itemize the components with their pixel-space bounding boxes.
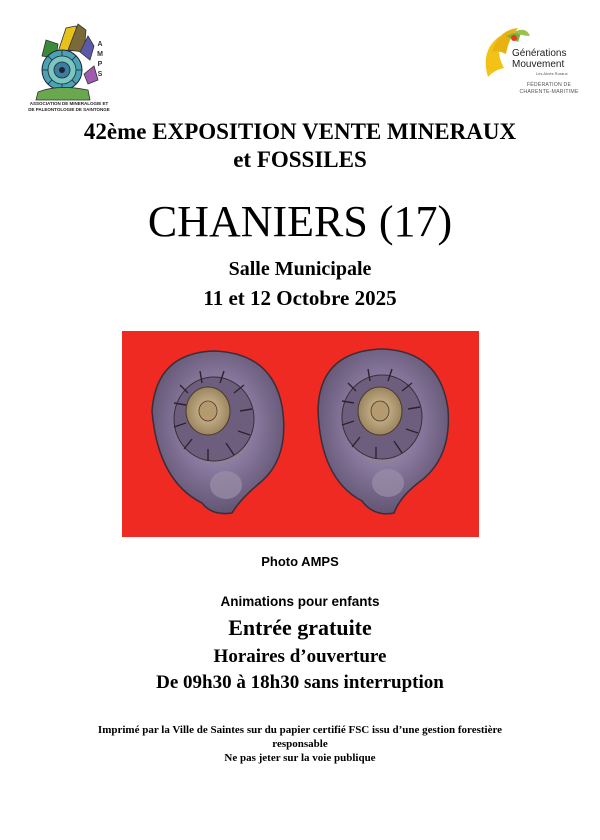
opening-hours: De 09h30 à 18h30 sans interruption [156,672,444,693]
gm-tagline: Les Aînés Ruraux [536,71,568,76]
amps-logo [28,22,110,124]
gm-federation-line2: CHARENTE-MARITIME [519,89,579,95]
gm-name-line1: Générations [512,48,567,59]
right-ammonite [318,349,448,514]
free-entry: Entrée gratuite [228,615,372,640]
generations-mouvement-logo [478,22,584,102]
print-notice-line1: Imprimé par la Ville de Saintes sur du papier certifié FSC issu d’une gestion forestière [97,724,503,736]
amps-letters: A M P S [97,41,103,78]
left-ammonite [152,351,284,514]
event-city: CHANIERS (17) [147,197,453,246]
do-not-litter-notice: Ne pas jeter sur la voie publique [224,752,376,764]
amps-caption: ASSOCIATION DE MINERALOGIE ET DE PALEONTOLOGIE DE SAINTONGE [28,101,110,112]
ammonite-photo [122,331,479,537]
opening-hours-title: Horaires d’ouverture [213,646,387,667]
event-title-line2: et FOSSILES [233,147,367,172]
photo-credit: Photo AMPS [261,554,339,569]
event-dates: 11 et 12 Octobre 2025 [203,286,397,310]
gm-name-line2: Mouvement [512,59,565,70]
gm-federation-line1: FÉDÉRATION DE [526,82,572,88]
event-venue: Salle Municipale [228,258,372,280]
print-notice-line2: responsable [272,738,328,750]
kids-activities: Animations pour enfants [220,594,380,609]
event-title-line1: 42ème EXPOSITION VENTE MINERAUX [83,119,517,144]
